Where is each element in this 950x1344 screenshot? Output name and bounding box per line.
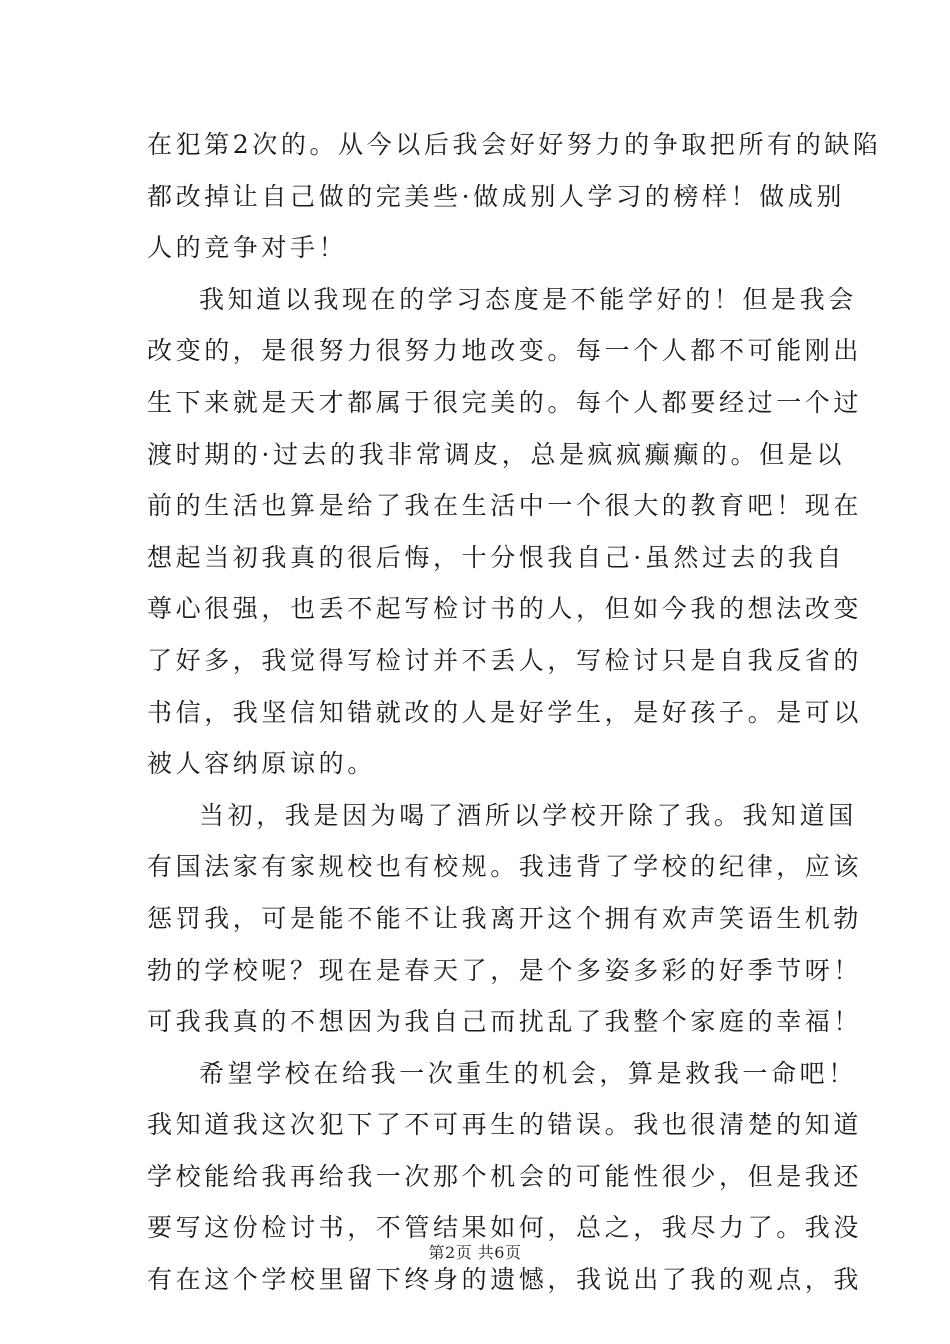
text-line: 我知道我这次犯下了不可再生的错误。我也很清楚的知道 — [147, 1110, 863, 1140]
text-line: 生下来就是天才都属于很完美的。每个人都要经过一个过 — [147, 387, 863, 417]
text-line: 要写这份检讨书，不管结果如何，总之，我尽力了。我没 — [147, 1213, 863, 1243]
text-line: 有在这个学校里留下终身的遗憾，我说出了我的观点，我 — [147, 1265, 863, 1295]
text-line: 人的竞争对手！ — [147, 233, 348, 263]
text-line: 书信，我坚信知错就改的人是好学生，是好孩子。是可以 — [147, 697, 863, 727]
text-line: 改变的，是很努力很努力地改变。每一个人都不可能刚出 — [147, 336, 863, 366]
text-line: 都改掉让自己做的完美些·做成别人学习的榜样！做成别 — [147, 181, 845, 211]
document-body — [147, 119, 882, 1306]
paragraph-start-line: 当初，我是因为喝了酒所以学校开除了我。我知道国 — [199, 800, 857, 830]
text-line: 前的生活也算是给了我在生活中一个很大的教育吧！现在 — [147, 491, 863, 521]
text-line: 在犯第2次的。从今以后我会好好努力的争取把所有的缺陷 — [147, 130, 882, 159]
text-line: 渡时期的·过去的我非常调皮，总是疯疯癫癫的。但是以 — [147, 439, 845, 469]
paragraph-start-line: 希望学校在给我一次重生的机会，算是救我一命吧！ — [199, 1058, 857, 1088]
text-line: 了好多，我觉得写检讨并不丢人，写检讨只是自我反省的 — [147, 645, 863, 675]
text-line: 勃的学校呢？现在是春天了，是个多姿多彩的好季节呀！ — [147, 955, 863, 985]
page-number-footer: 第2页 共6页 — [428, 1243, 522, 1262]
text-line: 被人容纳原谅的。 — [147, 749, 376, 779]
text-line: 尊心很强，也丢不起写检讨书的人，但如今我的想法改变 — [147, 594, 863, 624]
text-line: 惩罚我，可是能不能不让我离开这个拥有欢声笑语生机勃 — [147, 903, 863, 933]
text-line: 学校能给我再给我一次那个机会的可能性很少，但是我还 — [147, 1161, 863, 1191]
text-line: 可我我真的不想因为我自己而扰乱了我整个家庭的幸福！ — [147, 1007, 863, 1037]
paragraph-start-line: 我知道以我现在的学习态度是不能学好的！但是我会 — [199, 284, 857, 314]
text-line: 有国法家有家规校也有校规。我违背了学校的纪律，应该 — [147, 852, 863, 882]
text-line: 想起当初我真的很后悔，十分恨我自己·虽然过去的我自 — [147, 542, 845, 572]
